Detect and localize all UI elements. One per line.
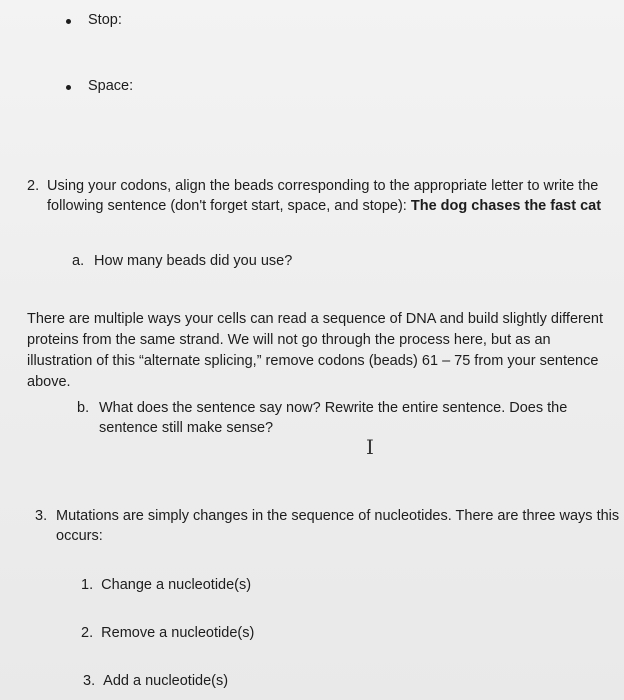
bullet-dot	[66, 85, 71, 90]
list-item-text: Change a nucleotide(s)	[101, 577, 252, 593]
list-item	[83, 671, 228, 691]
splicing-paragraph	[27, 309, 603, 393]
list-item-number: 3.	[83, 673, 96, 689]
q2-line2-text: following sentence (don't forget start, space, and stope):	[47, 198, 411, 214]
qb-line1: What does the sentence say now? Rewrite the entire sentence. Does the	[99, 400, 568, 416]
bullet-space-label: Space:	[88, 78, 134, 94]
list-item-number: 2.	[81, 625, 94, 641]
q2a-text: How many beads did you use?	[94, 253, 293, 269]
list-item-number: 1.	[81, 577, 94, 593]
paragraph-line: above.	[27, 374, 71, 390]
list-item-text: Remove a nucleotide(s)	[101, 625, 255, 641]
q3-number: 3.	[35, 508, 48, 524]
q2a-letter: a.	[72, 253, 85, 269]
q2-sentence: The dog chases the fast cat	[410, 198, 602, 214]
text-cursor-icon: I	[366, 435, 374, 459]
q3-line1: Mutations are simply changes in the sequence of nucleotides. There are three ways this	[56, 508, 620, 524]
q2-line2	[47, 196, 601, 216]
list-item	[81, 623, 254, 643]
qb-line2: sentence still make sense?	[99, 420, 274, 436]
qb-letter: b.	[77, 400, 90, 416]
list-item-text: Add a nucleotide(s)	[103, 673, 229, 689]
paragraph-line: proteins from the same strand. We will not go through the process here, but as an	[27, 332, 551, 348]
q3-line2: occurs:	[56, 528, 103, 544]
bullet-stop-label: Stop:	[88, 12, 122, 28]
q2-number: 2.	[27, 178, 40, 194]
bullet-dot	[66, 19, 71, 24]
paragraph-line: illustration of this “alternate splicing,” remove codons (beads) 61 – 75 from your sentence	[27, 353, 599, 369]
list-item	[81, 575, 251, 595]
paragraph-line: There are multiple ways your cells can read a sequence of DNA and build slightly different	[27, 311, 604, 327]
q2-line1: Using your codons, align the beads corresponding to the appropriate letter to write the	[47, 178, 599, 194]
